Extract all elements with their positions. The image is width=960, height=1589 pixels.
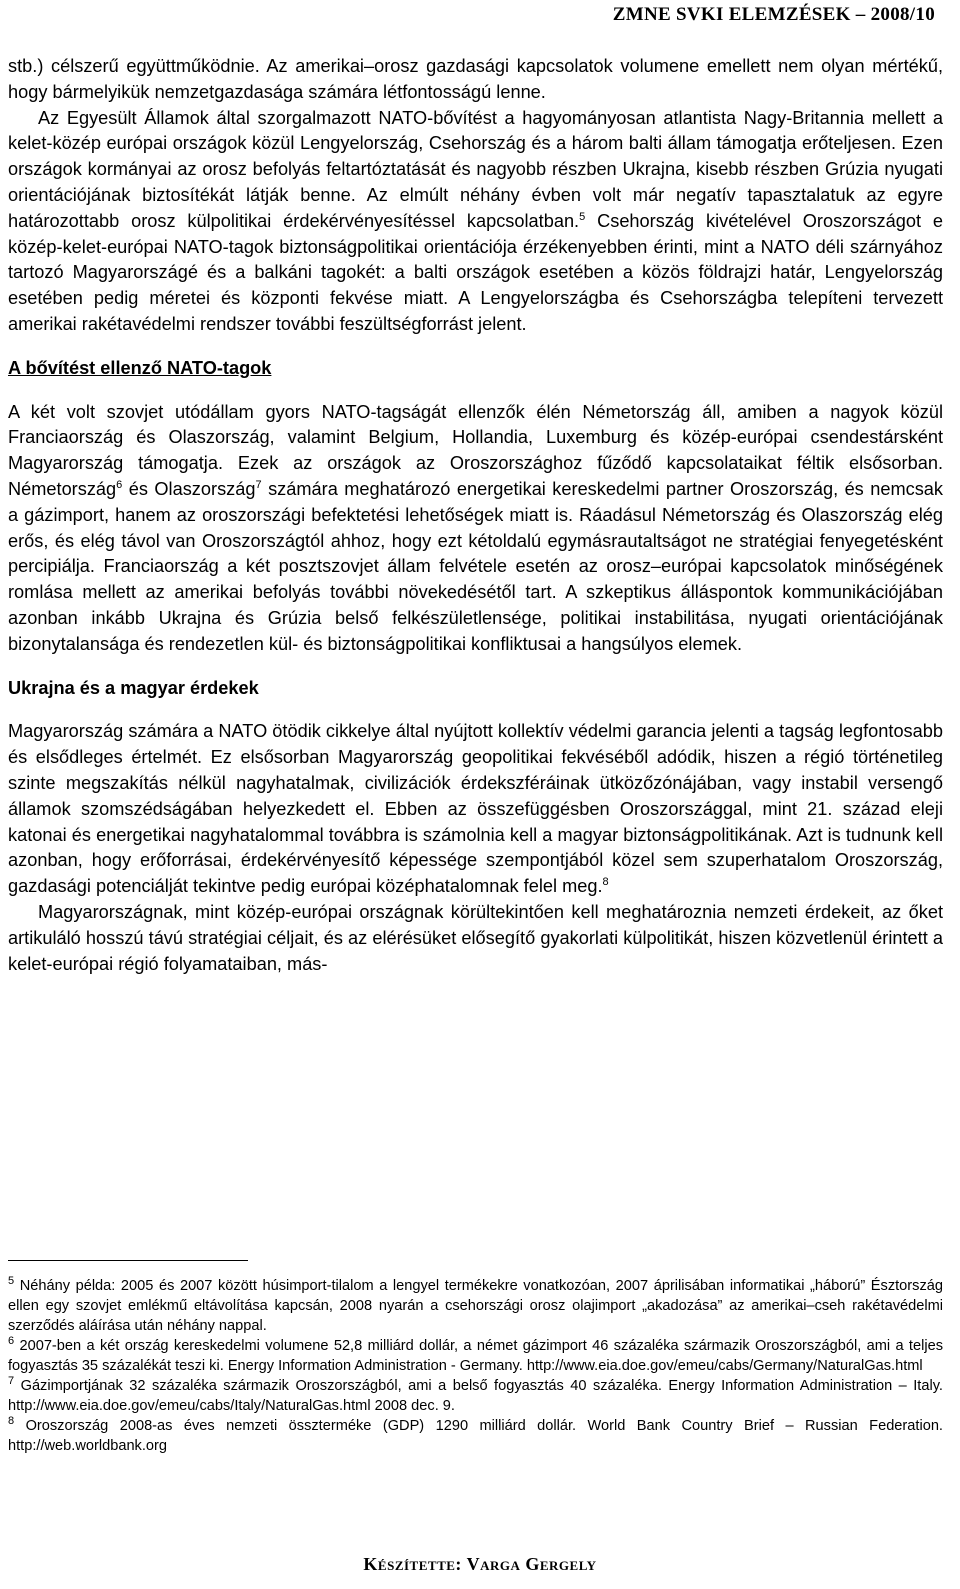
running-header: ZMNE SVKI ELEMZÉSEK – 2008/10 <box>612 4 935 25</box>
footnote: $^5$ Néhány példa: 2005 és 2007 között húsimport-tilalom a lengyel termékekre vonatkozóan, 2007 áprilisában informatikai „háború” Észtország ellen egy szovjet emlékmű eltávolítása kapcsán, 2008 nyarán a csehországi orosz olajimport „akadozása” az amerikai–cseh rakétavédelmi szerződés aláírása után néhány nappal. <box>8 1275 943 1334</box>
footnote-ref-5[interactable]: 5 <box>579 210 586 223</box>
paragraph: A két volt szovjet utódállam gyors NATO-tagságát ellenzők élén Németország áll, amiben a nagyok közül Franciaország és Olaszország, valamint Belgium, Hollandia, Luxemburg és közép-európai csendestársként Magyarország támogatja. Ezek az országok az Oroszországhoz fűződő kapcsolataikat féltik elsősorban. Németország$^6$ és Olaszország$^7$ számára meghatározó energetikai kereskedelmi partner Oroszország, és nemcsak a gázimport, hanem az oroszországi befektetési lehetőségek miatt is. Ráadásul Németország és Olaszország elég erős, és elég távol van Oroszországtól ahhoz, hogy ezt kétoldalú egymásrautaltságot ne stratégiai fenyegetésként percipiálja. Franciaország a két posztszovjet állam felvétele esetén az orosz–európai kapcsolatok minőségének romlása mellett az amerikai befolyás további növekedésétől tart. A szkeptikus álláspontok kommunikációjában azonban inkább Ukrajna és Grúzia belső felkészületlensége, politikai instabilitása, nyugati orientációjának bizonytalansága és rendezetlen kül- és biztonságpolitikai konfliktusai a hangsúlyos elemek. <box>8 401 944 654</box>
paragraph: Magyarország számára a NATO ötödik cikkelye által nyújtott kollektív védelmi garancia jelenti a tagság legfontosabb és elsődleges értelmét. Ez elsősorban Magyarország geopolitikai fekvéséből adódik, hiszen a régió történetileg szinte megszakítás nélkül nagyhatalmak, civilizációk érdekszféráinak ütközőzónájában, vagy instabil versengő államok szomszédságában helyezkedett el. Ebben az összefüggésben Oroszországgal, mint 21. század eleji katonai és energetikai nagyhatalommal továbbra is számolnia kell a magyar biztonságpolitikának. Azt is tudnunk kell azonban, hogy erőforrásai, érdekérvényesítő képessége szempontjából közel sem szuperhatalom Oroszország, gazdasági potenciálját tekintve pedig európai középhatalomnak felel meg.$^8$ <box>8 721 943 897</box>
footnote-number: 7 <box>8 1375 15 1388</box>
footnote-number: 8 <box>8 1415 15 1428</box>
footnote: $^8$ Oroszország 2008-as éves nemzeti összterméke (GDP) 1290 milliárd dollár. World Bank Country Brief – Russian Federation. http://web.worldbank.org <box>8 1415 943 1454</box>
footnote-ref-8[interactable]: 8 <box>602 876 609 889</box>
article-body <box>8 54 943 977</box>
paragraph: Magyarországnak, mint közép-európai országnak körültekintően kell meghatároznia nemzeti érdekeit, az őket artikuláló hosszú távú stratégiai céljait, és az elérésüket elősegítő gyakorlati külpolitikát, hiszen közvetlenül érintett a kelet-európai régió folyamataiban, más- <box>8 901 943 974</box>
footnote-number: 6 <box>8 1335 15 1348</box>
paragraph: Az Egyesült Államok által szorgalmazott NATO-bővítést a hagyományosan atlantista Nagy-Britannia mellett a kelet-közép európai országok közül Lengyelország, Csehország és a három balti állam támogatja erőteljesen. Ezen országok kormányai az orosz befolyás feltartóztatását és nagyobb részben Ukrajna, kisebb részben Grúzia nyugati orientációjának biztosítékát látják benne. Az elmúlt néhány évben volt már negatív tapasztalatuk az egyre határozottabb orosz külpolitikai érdekérvényesítéssel kapcsolatban.$^5$ Csehország kivételével Oroszországot e közép-kelet-európai NATO-tagok biztonságpolitikai orientációja érzékenyebben érinti, mint a NATO déli szárnyához tartozó Magyarországé és a balkáni tagokét: a balti országok esetében a közös földrajzi határ, Lengyelország esetében pedig méretei és központi fekvése miatt. A Lengyelországba és Csehországba telepíteni tervezett amerikai rakétavédelmi rendszer további feszültségforrást jelent. <box>8 107 943 334</box>
running-footer: Készítette: Varga Gergely <box>363 1554 597 1574</box>
footnotes <box>8 1276 943 1456</box>
footnote: $^6$ 2007-ben a két ország kereskedelmi volumene 52,8 milliárd dollár, a német gázimport 46 százaléka származik Oroszországból, ami a teljes fogyasztás 35 százalékát teszi ki. Energy Information Administration - Germany. http://www.eia.doe.gov/emeu/cabs/Germany/NaturalGas.html <box>8 1335 943 1374</box>
footnote-number: 5 <box>8 1275 15 1288</box>
section-heading: Ukrajna és a magyar érdekek <box>8 677 259 698</box>
footnote-divider <box>8 1260 248 1261</box>
section-heading: A bővítést ellenző NATO-tagok <box>8 357 272 378</box>
footnote: $^7$ Gázimportjának 32 százaléka származik Oroszországból, ami a belső fogyasztás 40 százaléka. Energy Information Administration – Italy. http://www.eia.doe.gov/emeu/cabs/Italy/NaturalGas.html 2008 dec. 9. <box>8 1375 943 1414</box>
paragraph: stb.) célszerű együttműködnie. Az amerikai–orosz gazdasági kapcsolatok volumene emellett nem olyan mértékű, hogy bármelyikük nemzetgazdasága számára létfontosságú lenne. <box>8 56 943 102</box>
footnote-ref-6[interactable]: 6 <box>116 478 123 491</box>
footnote-ref-7[interactable]: 7 <box>255 478 262 491</box>
